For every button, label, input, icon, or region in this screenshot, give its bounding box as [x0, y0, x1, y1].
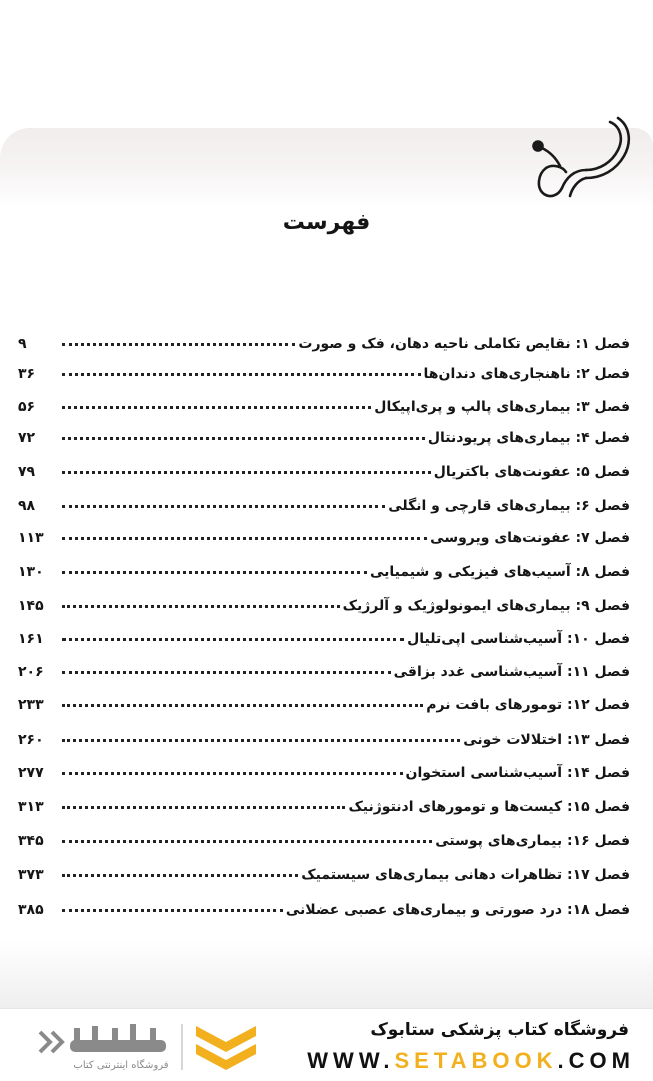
dot-leader — [62, 505, 385, 508]
dot-leader — [62, 840, 432, 843]
toc-entry-page-number: ۳۸۵ — [18, 902, 44, 918]
toc-entry-page-number: ۳۷۳ — [18, 867, 44, 883]
toc-entry-label: فصل ۵: عفونت‌های باکتریال — [433, 464, 630, 480]
toc-entry-label: فصل ۱۷: تظاهرات دهانی بیماری‌های سیستمیک — [301, 867, 630, 883]
toc-entry-label: فصل ۱۰: آسیب‌شناسی اپی‌تلیال — [407, 631, 630, 647]
toc-entry-label: فصل ۱۶: بیماری‌های پوستی — [435, 833, 630, 849]
toc-entry[interactable] — [18, 853, 630, 883]
toc-entry[interactable] — [18, 751, 630, 781]
logo-wordmark — [40, 1024, 166, 1052]
toc-entry-label: فصل ۳: بیماری‌های پالپ و پری‌اپیکال — [374, 399, 630, 415]
logo-subtext: فروشگاه اینترنتی کتاب — [73, 1060, 169, 1071]
dot-leader — [62, 739, 460, 742]
toc-entry-page-number: ۱۳۰ — [18, 564, 44, 580]
toc-entry[interactable] — [18, 550, 630, 580]
dot-leader — [62, 537, 427, 540]
toc-entry-page-number: ۳۱۳ — [18, 799, 44, 815]
dot-leader — [62, 471, 431, 474]
toc-entry-page-number: ۱۴۵ — [18, 598, 44, 614]
toc-entry-page-number: ۵۶ — [18, 399, 36, 415]
dot-leader — [62, 704, 423, 707]
toc-entry[interactable] — [18, 785, 630, 815]
toc-entry-label: فصل ۱۱: آسیب‌شناسی غدد بزاقی — [393, 664, 630, 680]
toc-entry-page-number: ۲۳۳ — [18, 697, 44, 713]
dot-leader — [62, 909, 283, 912]
toc-entry-label: فصل ۷: عفونت‌های ویروسی — [430, 530, 630, 546]
store-name: فروشگاه کتاب پزشکی ستابوک — [370, 1020, 629, 1040]
toc-entry-page-number: ۹۸ — [18, 498, 36, 514]
toc-entry[interactable] — [18, 450, 630, 480]
toc-entry-label: فصل ۱۸: درد صورتی و بیماری‌های عصبی عضلانی — [285, 902, 630, 918]
toc-entry-page-number: ۲۶۰ — [18, 732, 44, 748]
toc-entry-label: فصل ۱۳: اختلالات خونی — [463, 732, 630, 748]
dot-leader — [62, 772, 403, 775]
toc-entry-page-number: ۷۹ — [18, 464, 36, 480]
toc-entry-page-number: ۷۲ — [18, 430, 36, 446]
toc-entry-label: فصل ۱۵: کیست‌ها و تومورهای ادنتوژنیک — [348, 799, 630, 815]
dot-leader — [62, 671, 391, 674]
page-bottom-shadow — [0, 940, 653, 1010]
toc-entry-label: فصل ۸: آسیب‌های فیزیکی و شیمیایی — [370, 564, 630, 580]
dot-leader — [62, 406, 371, 409]
toc-entry-label: فصل ۶: بیماری‌های قارچی و انگلی — [388, 498, 630, 514]
dot-leader — [62, 343, 295, 346]
toc-entry[interactable] — [18, 617, 630, 647]
toc-entry-page-number: ۱۶۱ — [18, 631, 44, 647]
stethoscope-icon — [522, 108, 634, 206]
toc-entry-label: فصل ۴: بیماری‌های پریودنتال — [427, 430, 630, 446]
toc-entry-page-number: ۹ — [18, 336, 27, 352]
toc-entry[interactable] — [18, 484, 630, 514]
page-title: فهرست — [282, 210, 371, 235]
dot-leader — [62, 638, 404, 641]
toc-entry[interactable] — [18, 322, 630, 352]
dot-leader — [62, 806, 345, 809]
toc-entry-label: فصل ۱۲: تومورهای بافت نرم — [426, 697, 630, 713]
toc-entry[interactable] — [18, 352, 630, 382]
toc-entry-label: فصل ۲: ناهنجاری‌های دندان‌ها — [423, 366, 630, 382]
toc-entry-page-number: ۲۰۶ — [18, 664, 44, 680]
toc-entry-page-number: ۳۶ — [18, 366, 36, 382]
toc-entry-label: فصل ۱: نقایص تکاملی ناحیه دهان، فک و صورت — [298, 336, 630, 352]
toc-entry[interactable] — [18, 650, 630, 680]
setabook-logo[interactable] — [26, 1014, 256, 1076]
dot-leader — [62, 373, 421, 376]
dot-leader — [62, 605, 340, 608]
toc-entry-page-number: ۱۱۳ — [18, 530, 44, 546]
toc-entry[interactable] — [18, 584, 630, 614]
website-suffix: .COM — [557, 1048, 635, 1073]
toc-entry[interactable] — [18, 718, 630, 748]
chevron-stack-icon — [196, 1026, 256, 1070]
toc-entry-label: فصل ۱۴: آسیب‌شناسی استخوان — [405, 765, 630, 781]
toc-entry-label: فصل ۹: بیماری‌های ایمونولوژیک و آلرژیک — [342, 598, 630, 614]
website-brand: SETABOOK — [394, 1048, 558, 1073]
toc-entry[interactable] — [18, 385, 630, 415]
toc-entry[interactable] — [18, 888, 630, 918]
toc-entry[interactable] — [18, 416, 630, 446]
dot-leader — [62, 437, 425, 440]
dot-leader — [62, 874, 298, 877]
website-prefix: WWW. — [307, 1048, 395, 1073]
toc-entry[interactable] — [18, 819, 630, 849]
dot-leader — [62, 571, 367, 574]
website-link[interactable] — [307, 1048, 635, 1074]
toc-entry-page-number: ۲۷۷ — [18, 765, 44, 781]
toc-entry-page-number: ۳۴۵ — [18, 833, 44, 849]
toc-entry[interactable] — [18, 516, 630, 546]
toc-entry[interactable] — [18, 683, 630, 713]
